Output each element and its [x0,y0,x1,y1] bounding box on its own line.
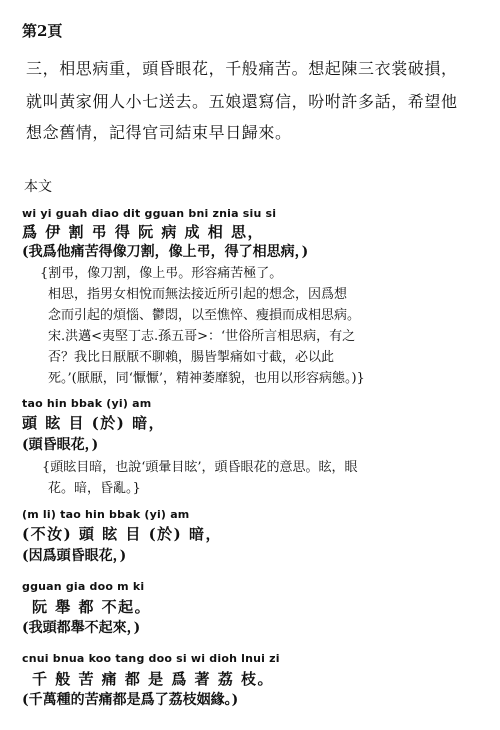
verse-translation: (我頭都舉不起來，) [22,620,141,636]
section-title: 本文 [24,179,52,195]
verse-hanzi: 爲 伊 割 弔 得 阮 病 成 相 思， [22,223,265,241]
verse-hanzi: (不汝) 頭 眩 目 (於) 暗， [22,525,223,543]
verse-note-line: 宋.洪邁<夷堅丁志.孫五哥>：‘世俗所言相思病，有之 [48,329,356,344]
verse-note-line: 相思，指男女相悅而無法接近所引起的想念，因爲想 [48,287,348,302]
page-number-label: 第2頁 [22,22,63,40]
intro-paragraph-line: 就叫黃家佣人小七送去。五娘還寫信，吩咐許多話，希望他 [26,92,458,111]
verse-translation: (因爲頭昏眼花，) [22,548,127,564]
verse-note-line: 否？我比日厭厭不聊賴，腸皆掣痛如寸截，必以此 [48,350,335,365]
verse-hanzi: 阮 舉 都 不起。 [32,598,152,616]
verse-translation: (千萬種的苦痛都是爲了荔枝姻緣。) [22,692,239,708]
verse-romanization: (m li) tao hin bbak (yi) am [22,508,190,521]
verse-note-line: {頭眩目暗，也說‘頭暈目眩’，頭昏眼花的意思。眩，眼 [42,460,358,475]
verse-translation: (我爲他痛苦得像刀割，像上弔，得了相思病，) [22,244,309,260]
verse-note-line: 念而引起的煩惱、鬱悶，以至憔悴、瘦損而成相思病。 [48,308,361,323]
verse-note-line: {割弔，像刀割，像上弔。形容痛苦極了。 [40,266,283,281]
verse-romanization: tao hin bbak (yi) am [22,397,152,410]
verse-hanzi: 千 般 苦 痛 都 是 爲 著 荔 枝。 [32,670,275,688]
verse-romanization: cnui bnua koo tang doo si wi dioh lnui zi [22,652,280,665]
verse-translation: (頭昏眼花，) [22,437,99,453]
verse-romanization: gguan gia doo m ki [22,580,145,593]
intro-paragraph-line: 三，相思病重，頭昏眼花，千般痛苦。想起陳三衣裳破損， [26,59,458,78]
verse-hanzi: 頭 眩 目 (於) 暗， [22,414,166,432]
verse-romanization: wi yi guah diao dit gguan bni znia siu si [22,207,277,220]
intro-paragraph-line: 想念舊情，記得官司結束早日歸來。 [26,123,292,142]
verse-note-line: 花。暗，昏亂。} [48,481,141,496]
verse-note-line: 死。’(厭厭，同‘懨懨’，精神萎靡貌，也用以形容病態。)} [48,371,365,386]
